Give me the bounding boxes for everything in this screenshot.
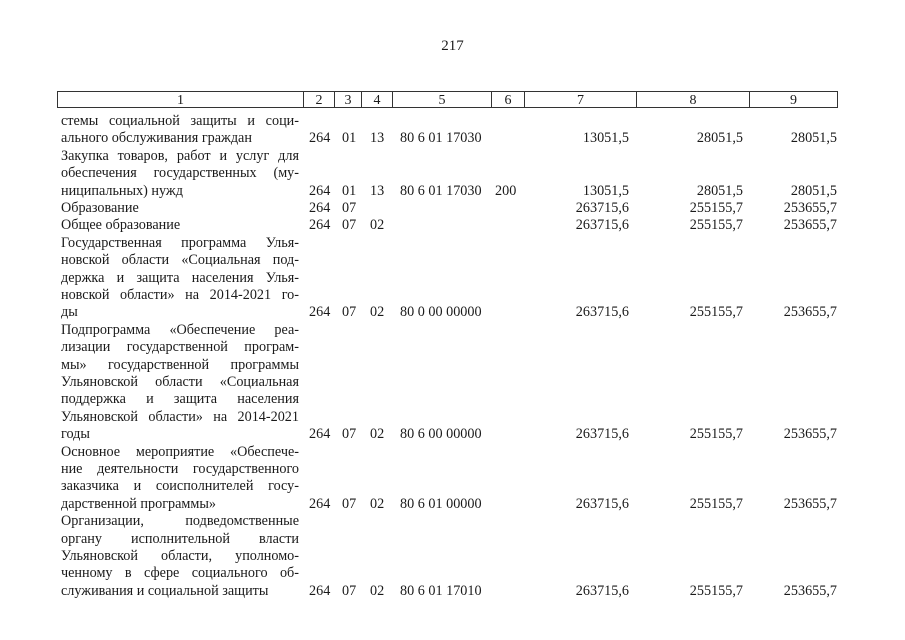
page-number: 217 [441,38,464,54]
row-amount-9: 253655,7 [783,199,837,216]
table-row [0,200,905,217]
row-rz: 01 [342,130,357,147]
description-line: держка и защита населения Улья- [61,269,299,286]
row-csr: 80 6 01 17010 [400,582,482,599]
row-amount-7: 263715,6 [575,426,629,443]
row-rz: 07 [342,495,357,512]
description-line: ального обслуживания граждан [61,130,252,147]
row-pr: 02 [370,582,385,599]
row-amount-7: 13051,5 [582,182,629,199]
description-line: новской области «Социальная под- [61,252,299,269]
row-amount-7: 263715,6 [575,495,629,512]
header-col-2: 2 [303,91,334,108]
row-grbs: 264 [309,130,331,147]
row-amount-7: 263715,6 [575,217,629,234]
description-line: лизации государственной програм- [61,339,299,356]
header-col-7: 7 [524,91,636,108]
header-col-1: 1 [57,91,303,108]
header-col-5: 5 [392,91,491,108]
row-description [61,322,299,444]
row-amount-9: 253655,7 [783,582,837,599]
table-row [0,235,905,322]
row-amount-7: 263715,6 [575,304,629,321]
description-line: ды [61,304,78,321]
description-line: Подпрограмма «Обеспечение реа- [61,321,299,338]
row-amount-7: 263715,6 [575,582,629,599]
description-line: стемы социальной защиты и соци- [61,113,299,129]
row-amount-8: 255155,7 [689,495,743,512]
row-amount-7: 13051,5 [582,130,629,147]
table-row [0,217,905,234]
row-rz: 07 [342,304,357,321]
row-grbs: 264 [309,182,331,199]
description-line: Основное мероприятие «Обеспече- [61,443,299,460]
description-line: годы [61,426,90,443]
row-rz: 07 [342,199,357,216]
table-body [0,113,905,600]
description-line: Образование [61,199,139,216]
row-amount-9: 253655,7 [783,304,837,321]
header-col-3: 3 [334,91,361,108]
row-description [61,217,299,234]
row-grbs: 264 [309,582,331,599]
description-line: ние деятельности государственного [61,460,299,477]
table-row [0,513,905,600]
description-line: Ульяновской области «Социальная [61,373,299,390]
description-line: Организации, подведомственные [61,513,299,530]
row-amount-8: 255155,7 [689,217,743,234]
table-row [0,322,905,444]
table-header [57,91,838,109]
row-csr: 80 6 01 00000 [400,495,482,512]
table-row [0,444,905,514]
description-line: ченному в сфере социального об- [61,565,299,582]
row-amount-8: 255155,7 [689,426,743,443]
row-amount-9: 28051,5 [790,182,837,199]
description-line: Закупка товаров, работ и услуг для [61,147,299,164]
description-line: ниципальных) нужд [61,182,183,199]
row-pr: 02 [370,304,385,321]
row-amount-8: 28051,5 [696,130,743,147]
row-description [61,148,299,200]
row-description [61,200,299,217]
description-line: поддержка и защита населения [61,391,299,408]
row-csr: 80 6 01 17030 [400,182,482,199]
description-line: дарственной программы» [61,495,217,512]
row-amount-7: 263715,6 [575,199,629,216]
row-description [61,513,299,600]
header-col-4: 4 [361,91,392,108]
table-row [0,148,905,200]
row-pr: 02 [370,426,385,443]
row-rz: 01 [342,182,357,199]
row-grbs: 264 [309,426,331,443]
description-line: новской области» на 2014-2021 го- [61,286,299,303]
description-line: обеспечения государственных (му- [61,165,299,182]
row-pr: 13 [370,182,385,199]
row-amount-8: 28051,5 [696,182,743,199]
row-csr: 80 6 00 00000 [400,426,482,443]
row-grbs: 264 [309,199,331,216]
row-description [61,235,299,322]
row-description [61,113,299,148]
header-col-6: 6 [491,91,524,108]
description-line: Ульяновской области, уполномо- [61,547,299,564]
description-line: заказчика и соисполнителей госу- [61,478,299,495]
description-line: мы» государственной программы [61,356,299,373]
row-grbs: 264 [309,304,331,321]
row-amount-9: 28051,5 [790,130,837,147]
row-amount-8: 255155,7 [689,199,743,216]
row-csr: 80 0 00 00000 [400,304,482,321]
description-line: служивания и социальной защиты [61,582,269,599]
row-pr: 02 [370,495,385,512]
description-line: Общее образование [61,217,181,234]
header-col-8: 8 [636,91,749,108]
row-grbs: 264 [309,495,331,512]
description-line: Ульяновской области» на 2014-2021 [61,408,299,425]
row-rz: 07 [342,426,357,443]
description-line: Государственная программа Улья- [61,234,299,251]
description-line: органу исполнительной власти [61,530,299,547]
row-grbs: 264 [309,217,331,234]
row-pr: 02 [370,217,385,234]
row-amount-9: 253655,7 [783,217,837,234]
row-vr: 200 [495,182,517,199]
row-rz: 07 [342,582,357,599]
row-description [61,444,299,514]
row-amount-9: 253655,7 [783,495,837,512]
row-amount-8: 255155,7 [689,304,743,321]
row-amount-9: 253655,7 [783,426,837,443]
header-col-9: 9 [749,91,838,108]
row-rz: 07 [342,217,357,234]
row-pr: 13 [370,130,385,147]
row-csr: 80 6 01 17030 [400,130,482,147]
table-row [0,113,905,148]
row-amount-8: 255155,7 [689,582,743,599]
